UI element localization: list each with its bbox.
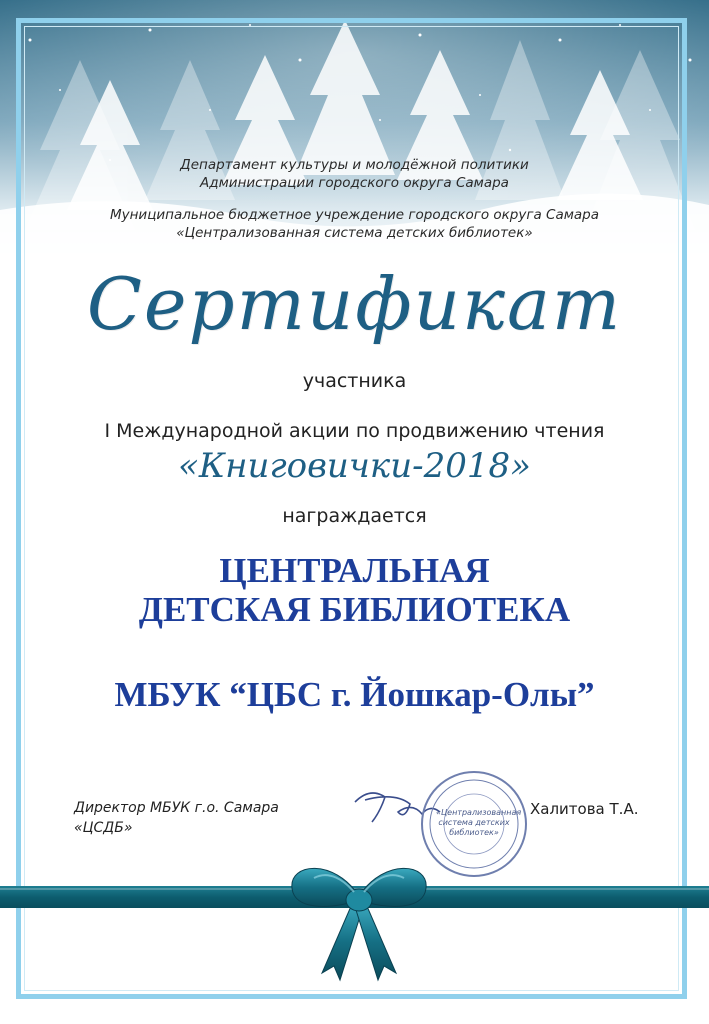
- recipient-line-2: ДЕТСКАЯ БИБЛИОТЕКА: [138, 590, 571, 629]
- recipient-line-1: ЦЕНТРАЛЬНАЯ: [219, 551, 490, 590]
- participant-label: участника: [302, 370, 407, 392]
- stamp-text: «Централизованная система детских библиотек»: [436, 808, 522, 837]
- ribbon-bow: [274, 848, 444, 988]
- awarded-label: награждается: [282, 505, 427, 527]
- director-line-1: Директор МБУК г.о. Самара: [74, 800, 279, 816]
- certificate-title: Сертификат: [86, 262, 623, 346]
- director-name: Халитова Т.А.: [530, 800, 639, 818]
- director-line-2: «ЦСДБ»: [74, 820, 133, 836]
- institution-line-2: «Централизованная система детских библиотек»: [176, 225, 533, 241]
- director-title: [74, 798, 279, 838]
- department-line-1: Департамент культуры и молодёжной политики: [180, 157, 529, 173]
- recipient-line-3: МБУК “ЦБС г. Йошкар-Олы”: [114, 675, 595, 714]
- action-line: I Международной акции по продвижению чтения: [104, 420, 605, 442]
- department-line-2: Администрации городского округа Самара: [200, 175, 509, 191]
- action-name: «Книговички-2018»: [178, 446, 531, 486]
- institution-line-1: Муниципальное бюджетное учреждение городского округа Самара: [109, 207, 600, 223]
